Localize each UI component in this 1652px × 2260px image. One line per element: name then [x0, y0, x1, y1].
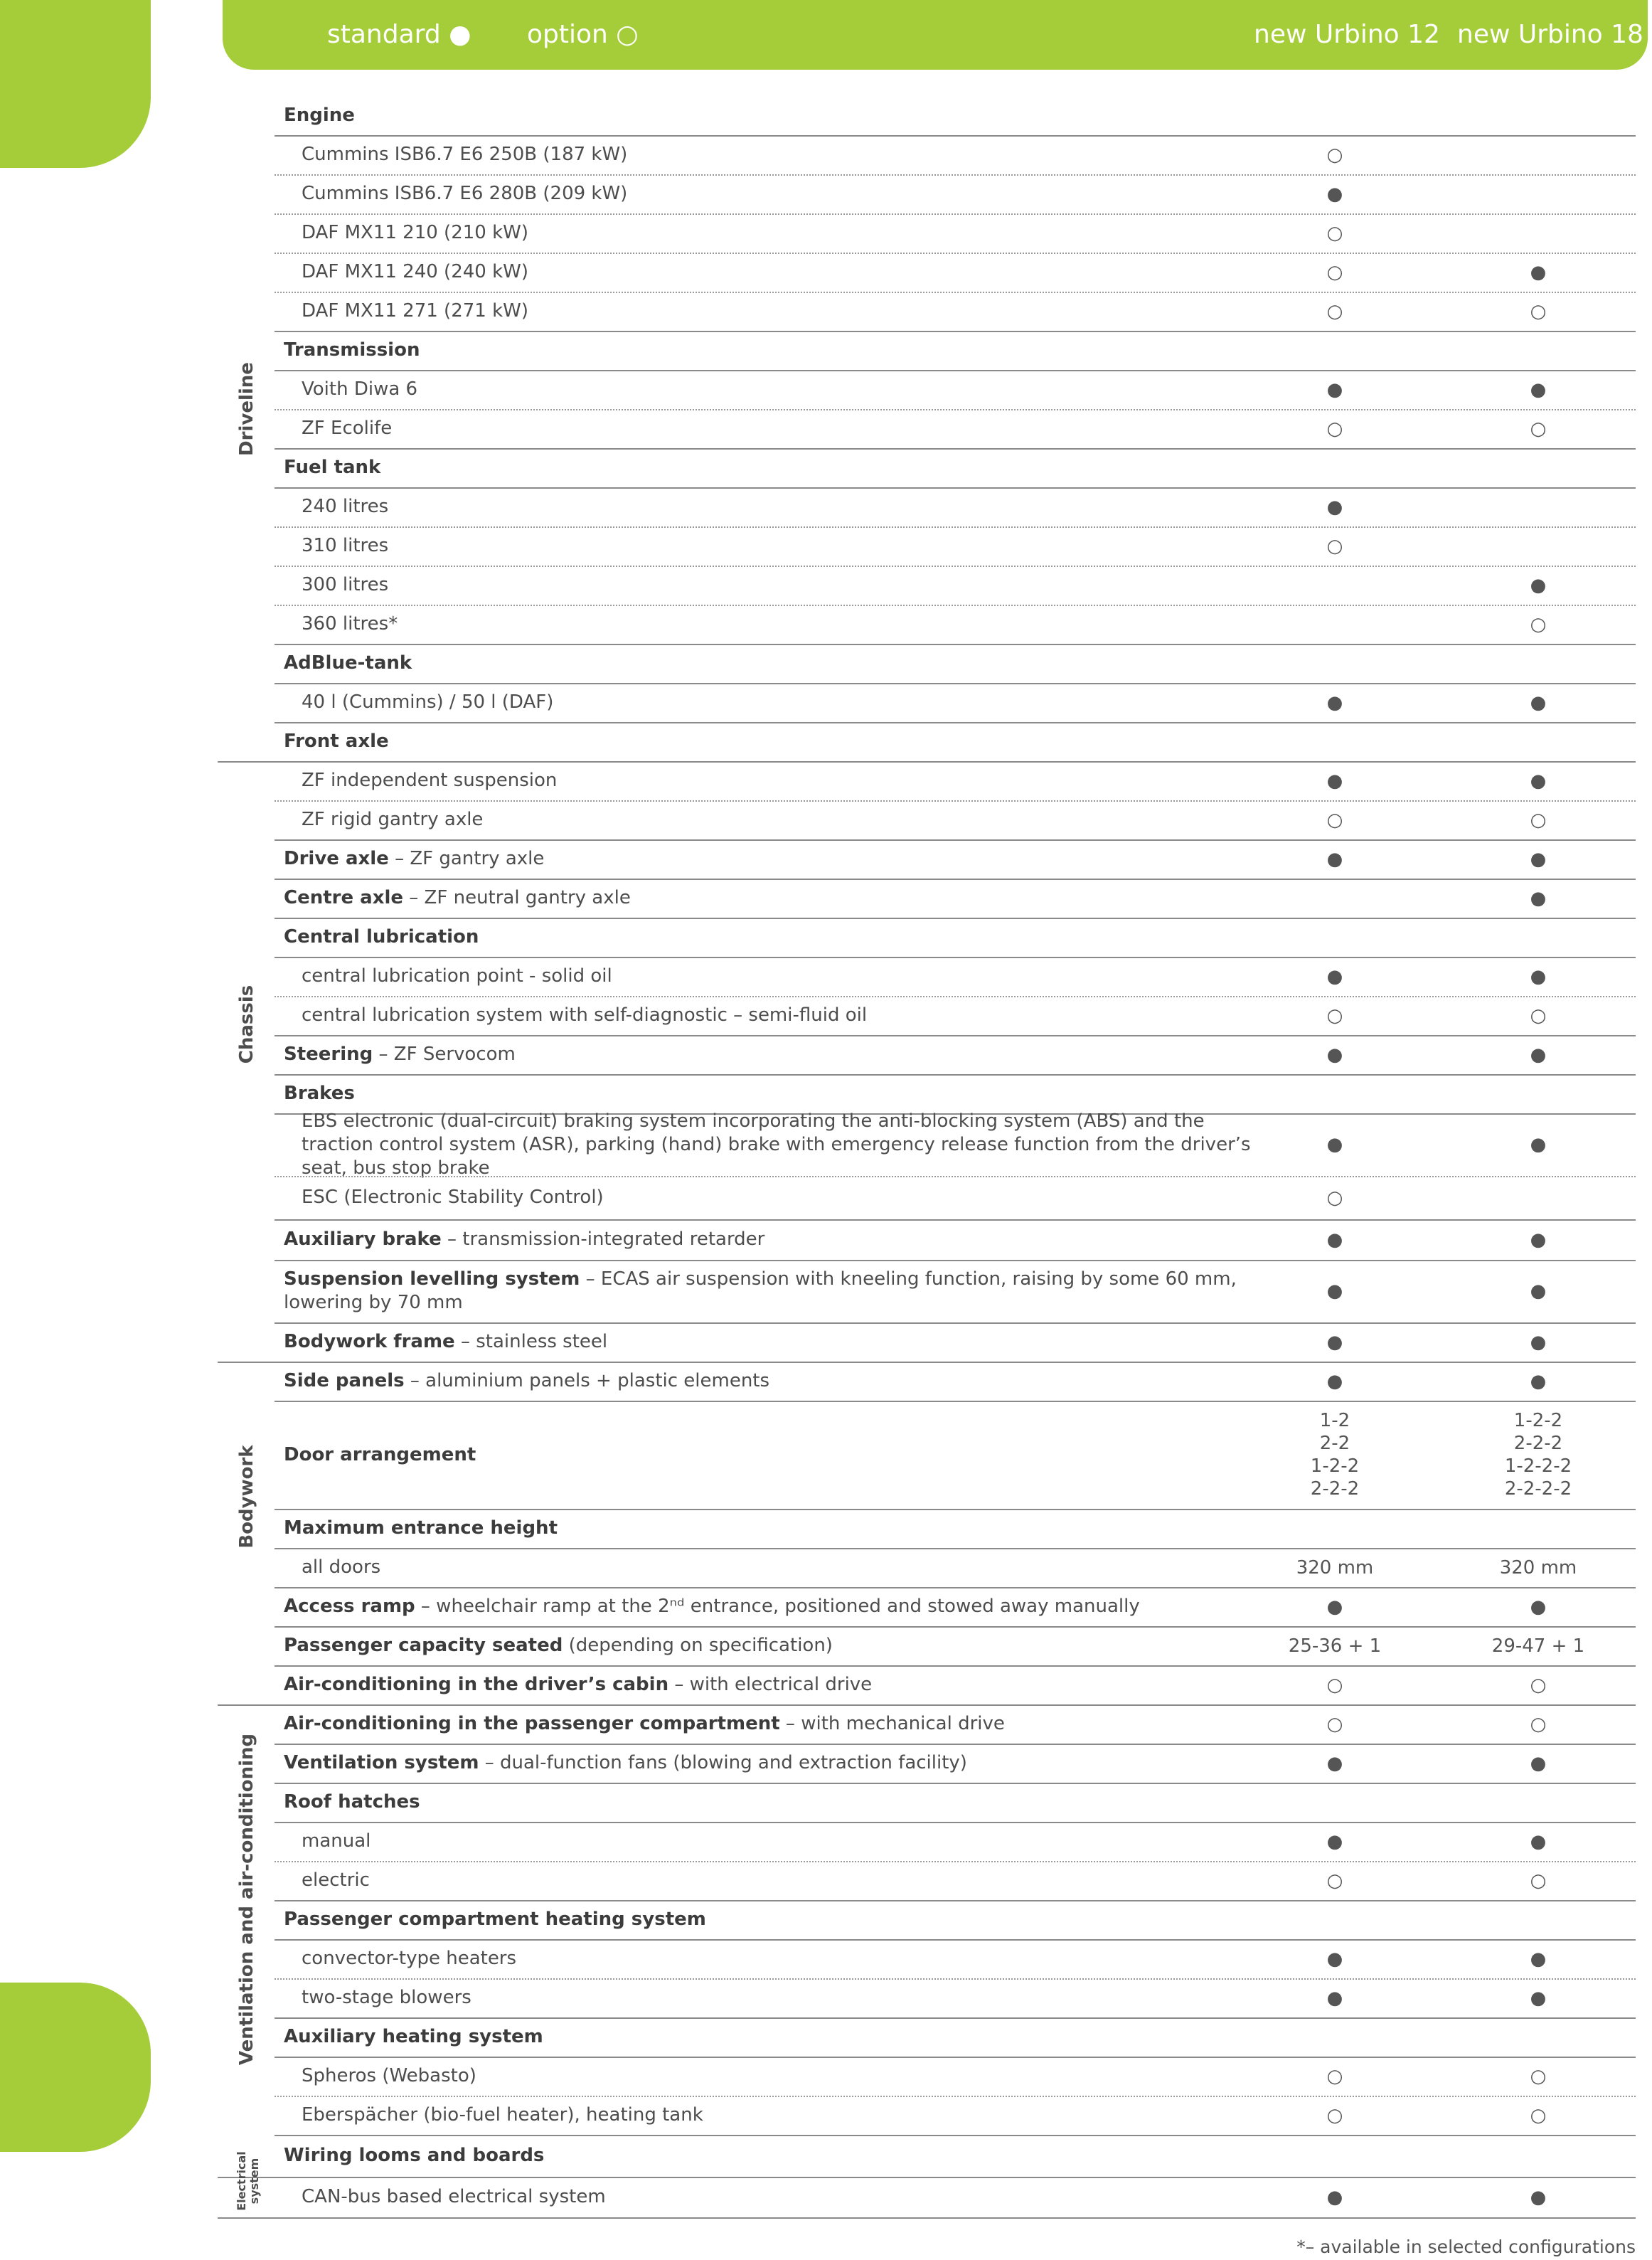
- value-urbino-18: ●: [1530, 1134, 1547, 1155]
- row-label: [302, 1110, 1254, 1179]
- value-urbino-12: [1228, 2017, 1441, 2057]
- row-text: central lubrication system with self-diagnostic – semi-fluid oil: [302, 1004, 868, 1026]
- row-text: central lubrication point - solid oil: [302, 965, 612, 987]
- value-urbino-18: ●: [1530, 1229, 1547, 1251]
- row-heading: Wiring looms and boards: [284, 2145, 545, 2166]
- value-urbino-12: [1228, 918, 1441, 957]
- value-urbino-18: [1432, 1176, 1645, 1219]
- section-row: [275, 1783, 1636, 1822]
- value-urbino-18: [1432, 722, 1645, 761]
- item-row: [275, 1939, 1636, 1978]
- value-urbino-18: [1432, 448, 1645, 487]
- feature-row: [275, 879, 1636, 918]
- row-label: [284, 1744, 1237, 1783]
- value-urbino-12: ●: [1326, 965, 1343, 987]
- row-label: [302, 1861, 1254, 1900]
- row-text: – ECAS air suspension with kneeling function, raising by some 60 mm, lowering by 70 mm: [284, 1268, 1237, 1313]
- value-urbino-18: [1432, 135, 1645, 174]
- item-row: [275, 213, 1636, 253]
- item-row: [275, 996, 1636, 1035]
- footnote: *– available in selected configurations: [1296, 2237, 1636, 2257]
- value-urbino-18: [1432, 2017, 1645, 2057]
- item-row: [275, 1822, 1636, 1861]
- value-urbino-12: ○: [1326, 418, 1343, 440]
- feature-row: [275, 1035, 1636, 1074]
- item-row: [275, 370, 1636, 409]
- row-heading: Access ramp: [284, 1596, 415, 1617]
- row-label: [284, 918, 1237, 957]
- value-urbino-12: [1228, 96, 1441, 135]
- value-urbino-12: ○: [1326, 1674, 1343, 1696]
- value-urbino-18: ●: [1530, 1331, 1547, 1353]
- value-urbino-18: ●: [1530, 1596, 1547, 1618]
- item-row: [275, 605, 1636, 644]
- row-label: [284, 1626, 1237, 1665]
- value-urbino-12: ○: [1326, 222, 1343, 244]
- value-urbino-18: ○: [1530, 809, 1547, 831]
- row-text: – ZF Servocom: [373, 1044, 516, 1065]
- row-text: manual: [302, 1830, 371, 1852]
- section-row: [275, 331, 1636, 370]
- row-text: 240 litres: [302, 496, 389, 517]
- item-row: [275, 1110, 1636, 1179]
- value-urbino-18: ○: [1530, 1674, 1547, 1696]
- feature-row: [275, 1260, 1636, 1322]
- feature-row: [275, 1744, 1636, 1783]
- row-label: [302, 526, 1254, 566]
- row-heading: Central lubrication: [284, 926, 479, 948]
- item-row: [275, 683, 1636, 722]
- item-row: [275, 292, 1636, 331]
- value-urbino-18: [1432, 1900, 1645, 1939]
- row-label: [302, 213, 1254, 253]
- row-label: [284, 448, 1237, 487]
- item-row: [275, 1978, 1636, 2017]
- value-urbino-18: ●: [1530, 378, 1547, 400]
- row-label: [302, 1822, 1254, 1861]
- value-urbino-12: ●: [1326, 1280, 1343, 1302]
- item-row: [275, 800, 1636, 839]
- value-urbino-18: [1432, 174, 1645, 213]
- row-heading: Passenger compartment heating system: [284, 1909, 706, 1930]
- item-row: [275, 487, 1636, 526]
- value-urbino-18: [1432, 331, 1645, 370]
- row-label: [302, 174, 1254, 213]
- item-row: [275, 409, 1636, 448]
- item-row: [275, 761, 1636, 800]
- item-row: [275, 2096, 1636, 2135]
- row-heading: Transmission: [284, 339, 420, 361]
- value-urbino-12: [1228, 2135, 1441, 2177]
- value-urbino-12: ●: [1326, 848, 1343, 870]
- value-urbino-18: 320 mm: [1499, 1556, 1577, 1579]
- row-label: [284, 1362, 1237, 1401]
- section-row: [275, 2017, 1636, 2057]
- row-heading: Maximum entrance height: [284, 1517, 558, 1539]
- value-urbino-12: [1228, 1783, 1441, 1822]
- row-text: convector-type heaters: [302, 1948, 517, 1969]
- value-urbino-18: ●: [1530, 965, 1547, 987]
- value-urbino-18: [1432, 1509, 1645, 1548]
- row-label: [302, 1978, 1254, 2017]
- row-label: [284, 1322, 1237, 1362]
- section-row: [275, 644, 1636, 683]
- group-label-bodywork: Bodywork: [236, 1445, 257, 1549]
- value-urbino-12: ●: [1326, 1987, 1343, 2009]
- row-label: [284, 331, 1237, 370]
- row-label: [302, 761, 1254, 800]
- item-row: [275, 1176, 1636, 1219]
- value-urbino-18: ○: [1530, 300, 1547, 322]
- group-label-chassis: Chassis: [236, 985, 257, 1064]
- value-urbino-12: [1228, 644, 1441, 683]
- row-label: [302, 292, 1254, 331]
- green-tab-decoration-top: [0, 0, 151, 168]
- row-text: 300 litres: [302, 574, 389, 595]
- row-label: [284, 1900, 1237, 1939]
- row-text: Spheros (Webasto): [302, 2065, 476, 2086]
- row-text: (depending on specification): [563, 1635, 833, 1656]
- value-urbino-12: 25-36 + 1: [1288, 1635, 1382, 1657]
- row-label: [302, 487, 1254, 526]
- item-row: [275, 957, 1636, 996]
- value-urbino-12: [1228, 879, 1441, 918]
- row-text: 40 l (Cummins) / 50 l (DAF): [302, 691, 554, 713]
- row-text: Eberspächer (bio-fuel heater), heating tank: [302, 2104, 703, 2126]
- row-label: [302, 1548, 1254, 1587]
- value-urbino-12: ●: [1326, 378, 1343, 400]
- item-row: [275, 2057, 1636, 2096]
- row-text: – with electrical drive: [668, 1674, 873, 1695]
- value-urbino-12: [1228, 722, 1441, 761]
- row-text: DAF MX11 240 (240 kW): [302, 261, 528, 282]
- feature-row: [275, 1362, 1636, 1401]
- value-urbino-12: ○: [1326, 535, 1343, 557]
- value-urbino-12: ○: [1326, 2104, 1343, 2126]
- value-urbino-12: ●: [1326, 1830, 1343, 1852]
- value-urbino-12: ●: [1326, 1134, 1343, 1155]
- value-urbino-12: ○: [1326, 144, 1343, 166]
- item-row: [275, 135, 1636, 174]
- row-heading: Auxiliary heating system: [284, 2026, 543, 2047]
- row-text: – ZF neutral gantry axle: [403, 887, 631, 908]
- row-label: [284, 96, 1237, 135]
- group-label-driveline: Driveline: [236, 362, 257, 456]
- value-urbino-18: [1432, 1074, 1645, 1113]
- row-text: Cummins ISB6.7 E6 250B (187 kW): [302, 144, 628, 165]
- value-urbino-18: [1432, 918, 1645, 957]
- value-urbino-18: ●: [1530, 2186, 1547, 2208]
- feature-row: [275, 1322, 1636, 1362]
- row-text: DAF MX11 271 (271 kW): [302, 300, 528, 322]
- value-urbino-12: ●: [1326, 1752, 1343, 1774]
- value-urbino-12: [1228, 605, 1441, 644]
- value-urbino-18: [1432, 2135, 1645, 2177]
- section-row: [275, 918, 1636, 957]
- value-urbino-12: ●: [1326, 1229, 1343, 1251]
- feature-row: [275, 1401, 1636, 1509]
- row-heading: Ventilation system: [284, 1752, 479, 1773]
- row-heading: Front axle: [284, 731, 389, 752]
- section-row: [275, 1900, 1636, 1939]
- value-urbino-12: ○: [1326, 809, 1343, 831]
- row-label: [284, 839, 1237, 879]
- value-urbino-12: ○: [1326, 1004, 1343, 1026]
- value-urbino-18: ●: [1530, 261, 1547, 283]
- row-label: [302, 253, 1254, 292]
- feature-row: [275, 1219, 1636, 1260]
- value-urbino-18: ○: [1530, 2104, 1547, 2126]
- row-label: [284, 2135, 1237, 2177]
- row-label: [302, 605, 1254, 644]
- row-text: – wheelchair ramp at the 2ⁿᵈ entrance, positioned and stowed away manually: [415, 1596, 1140, 1617]
- group-label-ventilation: Ventilation and air-conditioning: [236, 1733, 257, 2066]
- value-urbino-18: ●: [1530, 1044, 1547, 1066]
- value-urbino-18: ○: [1530, 1869, 1547, 1892]
- value-urbino-12: ○: [1326, 1713, 1343, 1735]
- row-text: DAF MX11 210 (210 kW): [302, 222, 528, 243]
- row-text: Voith Diwa 6: [302, 378, 418, 400]
- row-label: [302, 800, 1254, 839]
- row-heading: Drive axle: [284, 848, 389, 869]
- row-label: [302, 1939, 1254, 1978]
- row-text: Cummins ISB6.7 E6 280B (209 kW): [302, 183, 628, 204]
- item-row: [275, 174, 1636, 213]
- row-label: [284, 644, 1237, 683]
- row-text: ZF independent suspension: [302, 770, 558, 791]
- value-urbino-12: ○: [1326, 1869, 1343, 1892]
- value-urbino-18: ●: [1530, 1830, 1547, 1852]
- value-urbino-12: ●: [1326, 183, 1343, 205]
- row-label: [302, 996, 1254, 1035]
- row-heading: Fuel tank: [284, 457, 381, 478]
- value-urbino-18: ●: [1530, 574, 1547, 596]
- value-urbino-18: ●: [1530, 848, 1547, 870]
- row-heading: Brakes: [284, 1083, 355, 1104]
- value-urbino-18: [1432, 213, 1645, 253]
- value-urbino-18: ●: [1530, 770, 1547, 792]
- value-urbino-18: ○: [1530, 1713, 1547, 1735]
- row-label: [284, 2017, 1237, 2057]
- row-heading: Air-conditioning in the driver’s cabin: [284, 1674, 669, 1695]
- row-text: 360 litres*: [302, 613, 398, 635]
- row-label: [302, 2057, 1254, 2096]
- value-urbino-18: 29-47 + 1: [1491, 1635, 1585, 1657]
- row-heading: Bodywork frame: [284, 1331, 455, 1352]
- value-urbino-12: [1228, 1074, 1441, 1113]
- row-text: ESC (Electronic Stability Control): [302, 1187, 604, 1208]
- row-text: electric: [302, 1869, 370, 1891]
- item-row: [275, 566, 1636, 605]
- row-heading: Auxiliary brake: [284, 1229, 442, 1250]
- row-text: two-stage blowers: [302, 1987, 471, 2008]
- row-text: – transmission-integrated retarder: [441, 1229, 765, 1250]
- value-urbino-18: ○: [1530, 1004, 1547, 1026]
- row-label: [302, 957, 1254, 996]
- row-label: [284, 1260, 1237, 1322]
- row-label: [284, 722, 1237, 761]
- row-label: [302, 135, 1254, 174]
- feature-row: [275, 839, 1636, 879]
- row-label: [284, 1219, 1237, 1260]
- row-heading: Steering: [284, 1044, 373, 1065]
- row-text: – stainless steel: [454, 1331, 608, 1352]
- row-label: [284, 1783, 1237, 1822]
- row-label: [302, 2096, 1254, 2135]
- value-urbino-12: ○: [1326, 2065, 1343, 2087]
- row-heading: Side panels: [284, 1370, 405, 1391]
- row-text: ZF Ecolife: [302, 418, 393, 439]
- value-urbino-18: [1432, 96, 1645, 135]
- value-urbino-18: [1432, 1783, 1645, 1822]
- item-row: [275, 1548, 1636, 1587]
- value-urbino-18: ○: [1530, 2065, 1547, 2087]
- value-urbino-12: ●: [1326, 1370, 1343, 1392]
- value-urbino-18: ●: [1530, 1370, 1547, 1392]
- section-row: [275, 722, 1636, 761]
- row-text: – aluminium panels + plastic elements: [404, 1370, 770, 1391]
- legend-standard: standard ●: [327, 20, 471, 49]
- row-label: [284, 1074, 1237, 1113]
- row-label: [302, 409, 1254, 448]
- row-text: ZF rigid gantry axle: [302, 809, 484, 830]
- row-heading: Centre axle: [284, 887, 404, 908]
- section-row: [275, 448, 1636, 487]
- feature-row: [275, 1665, 1636, 1704]
- value-urbino-18: [1432, 487, 1645, 526]
- value-urbino-12: ●: [1326, 770, 1343, 792]
- value-urbino-12: [1228, 1509, 1441, 1548]
- item-row: [275, 526, 1636, 566]
- value-urbino-18: ●: [1530, 1752, 1547, 1774]
- row-text: 310 litres: [302, 535, 389, 556]
- value-urbino-18: [1432, 526, 1645, 566]
- value-urbino-12: ●: [1326, 1331, 1343, 1353]
- row-heading: Door arrangement: [284, 1443, 476, 1465]
- value-urbino-18: ●: [1530, 691, 1547, 713]
- item-row: [275, 1861, 1636, 1900]
- row-label: [284, 1035, 1237, 1074]
- row-text: – ZF gantry axle: [388, 848, 545, 869]
- row-text: CAN-bus based electrical system: [302, 2186, 606, 2207]
- row-label: [284, 1509, 1237, 1548]
- value-urbino-12: ●: [1326, 1948, 1343, 1970]
- value-urbino-12: ●: [1326, 691, 1343, 713]
- row-text: – with mechanical drive: [779, 1713, 1005, 1734]
- section-row: [275, 1509, 1636, 1548]
- section-row: [275, 96, 1636, 135]
- row-label: [302, 683, 1254, 722]
- value-urbino-18: ●: [1530, 1280, 1547, 1302]
- value-urbino-12: [1228, 1900, 1441, 1939]
- row-label: [284, 879, 1237, 918]
- value-urbino-12: ○: [1326, 261, 1343, 283]
- value-urbino-12: 1-2 2-2 1-2-2 2-2-2: [1310, 1410, 1360, 1500]
- row-heading: Air-conditioning in the passenger compartment: [284, 1713, 780, 1734]
- value-urbino-12: ○: [1326, 1187, 1343, 1209]
- legend-option: option ○: [527, 20, 639, 49]
- value-urbino-12: ●: [1326, 2186, 1343, 2208]
- row-heading: Engine: [284, 105, 355, 126]
- row-label: [302, 2177, 1254, 2217]
- column-header-urbino-12: new Urbino 12: [1254, 20, 1440, 49]
- value-urbino-12: ●: [1326, 1596, 1343, 1618]
- item-row: [275, 2177, 1636, 2217]
- value-urbino-18: 1-2-2 2-2-2 1-2-2-2 2-2-2-2: [1504, 1410, 1572, 1500]
- row-heading: Roof hatches: [284, 1791, 420, 1813]
- row-label: [284, 1401, 1237, 1509]
- value-urbino-18: ●: [1530, 1948, 1547, 1970]
- row-heading: Passenger capacity seated: [284, 1635, 563, 1656]
- green-tab-decoration-bottom: [0, 1983, 151, 2152]
- value-urbino-12: [1228, 566, 1441, 605]
- row-label: [302, 1176, 1254, 1219]
- value-urbino-18: ○: [1530, 418, 1547, 440]
- row-heading: Suspension levelling system: [284, 1268, 580, 1290]
- section-row: [275, 1074, 1636, 1113]
- value-urbino-12: [1228, 448, 1441, 487]
- value-urbino-18: ○: [1530, 613, 1547, 635]
- feature-row: [275, 1704, 1636, 1744]
- feature-row: [275, 1626, 1636, 1665]
- value-urbino-12: ○: [1326, 300, 1343, 322]
- value-urbino-18: ●: [1530, 1987, 1547, 2009]
- feature-row: [275, 1587, 1636, 1626]
- group-label-electrical: Electrical system: [235, 2151, 261, 2211]
- value-urbino-18: ●: [1530, 887, 1547, 909]
- value-urbino-18: [1432, 644, 1645, 683]
- row-heading: AdBlue-tank: [284, 652, 412, 674]
- value-urbino-12: 320 mm: [1296, 1556, 1374, 1579]
- value-urbino-12: [1228, 331, 1441, 370]
- row-label: [302, 566, 1254, 605]
- value-urbino-12: ●: [1326, 1044, 1343, 1066]
- group-divider: [218, 2217, 1636, 2219]
- row-text: EBS electronic (dual-circuit) braking system incorporating the anti-blocking system (ABS) and the traction control system (ASR), parking (hand) brake with emergency release function from the driver’s seat, bus stop brake: [302, 1110, 1251, 1179]
- row-text: – dual-function fans (blowing and extraction facility): [479, 1752, 967, 1773]
- row-text: all doors: [302, 1556, 381, 1578]
- section-row: [275, 2135, 1636, 2177]
- row-label: [284, 1665, 1237, 1704]
- row-label: [284, 1587, 1237, 1626]
- row-label: [302, 370, 1254, 409]
- column-header-urbino-18: new Urbino 18: [1457, 20, 1643, 49]
- row-label: [284, 1704, 1237, 1744]
- value-urbino-12: ●: [1326, 496, 1343, 518]
- item-row: [275, 253, 1636, 292]
